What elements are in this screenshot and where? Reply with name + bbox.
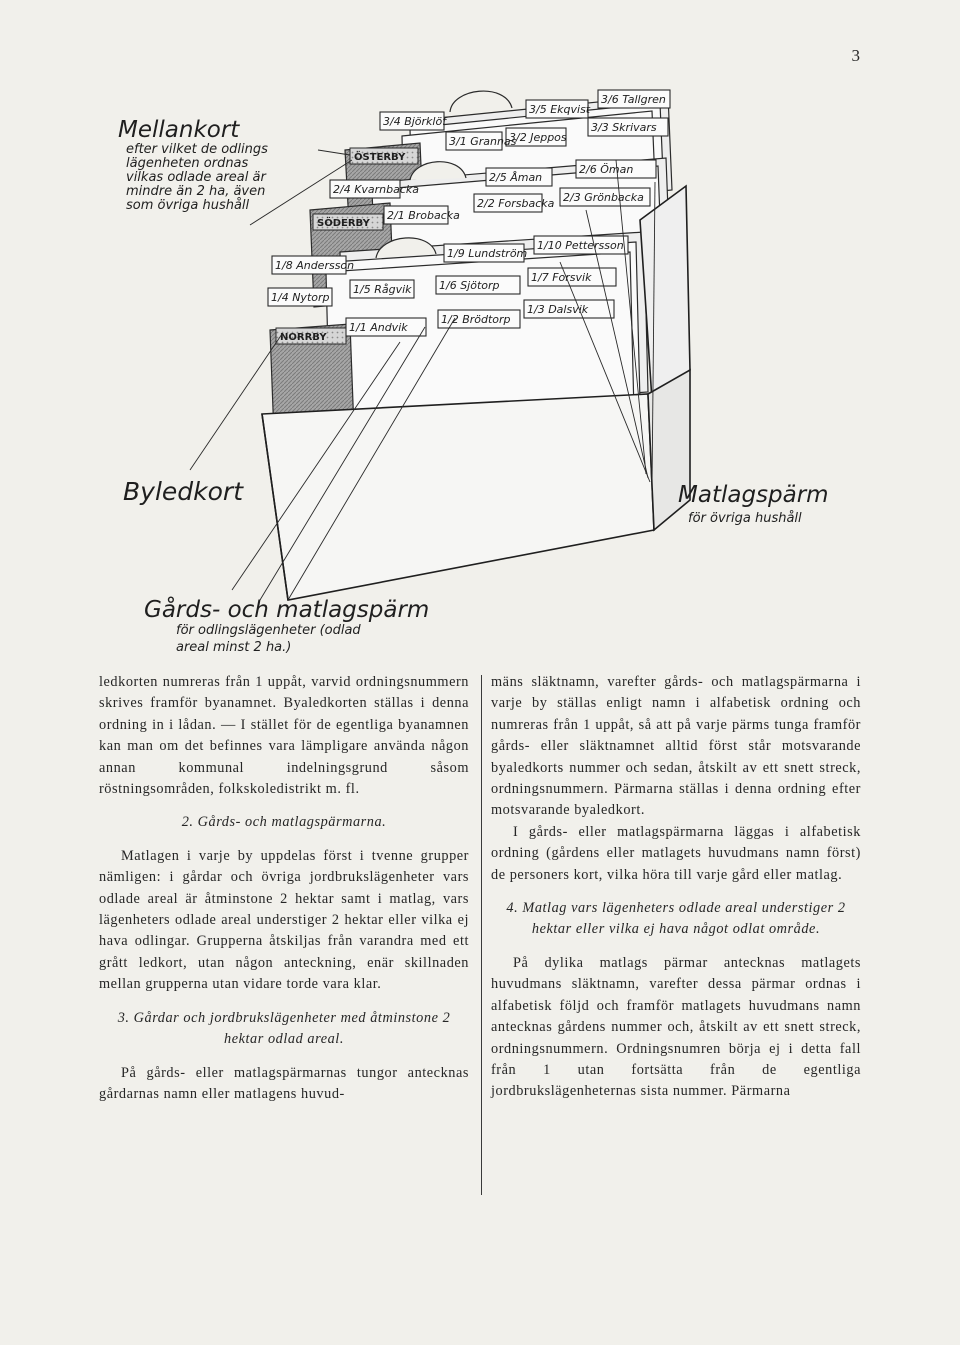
left-text-column bbox=[99, 672, 469, 1105]
callout-mellankort-line1: efter vilket de odlings bbox=[126, 142, 268, 157]
left-paragraph-3: På gårds- eller matlagspärmarnas tungor antecknas gårdarnas namn eller matlagens huvud- bbox=[99, 1064, 469, 1102]
village-card-soderby: SÖDERBY bbox=[317, 218, 370, 229]
section-heading-4: 4. Matlag vars lägenheters odlade areal understiger 2 hektar eller vilka ej hava något odlat område. bbox=[506, 900, 846, 938]
card-index-illustration bbox=[0, 0, 960, 670]
tab-brobacka: 2/1 Brobacka bbox=[387, 209, 460, 222]
tab-skrivars: 3/3 Skrivars bbox=[591, 121, 657, 134]
callout-mellankort-line3: vilkas odlade areal är bbox=[126, 170, 266, 185]
tab-aman: 2/5 Åman bbox=[489, 171, 543, 184]
village-card-norrby: NORRBY bbox=[280, 332, 327, 343]
tab-jeppos: 3/2 Jeppos bbox=[509, 131, 567, 144]
callout-gards-desc-line2: areal minst 2 ha.) bbox=[176, 640, 292, 655]
tab-sjotorp: 1/6 Sjötorp bbox=[439, 279, 500, 292]
callout-mellankort-line5: som övriga hushåll bbox=[126, 198, 250, 213]
callout-byledkort: Byledkort bbox=[123, 477, 243, 506]
tab-dalsvik: 1/3 Dalsvik bbox=[527, 303, 589, 316]
callout-mellankort: Mellankort bbox=[118, 117, 240, 143]
callout-matlagsparm-desc: för övriga hushåll bbox=[688, 511, 802, 526]
tab-oman: 2/6 Öman bbox=[579, 163, 634, 176]
tab-brodtorp: 1/2 Brödtorp bbox=[441, 313, 511, 326]
tab-forsvik: 1/7 Forsvik bbox=[531, 271, 592, 284]
right-paragraph-1: mäns släktnamn, varefter gårds- och matlagspärmarna i varje by ställas enligt namn i alfabetisk ordning och numreras från 1 uppåt, så att på varje pärms tunga framför gårds- eller släktnamnet alltid först står motsvarande byaledkorts nummer och sedan, åtskilt av ett snett streck, ordningsnummern. Pärmarna ställas i denna ordning efter motsvarande byaledkort. bbox=[491, 674, 861, 819]
section-heading-3: 3. Gårdar och jordbrukslägenheter med åtminstone 2 hektar odlad areal. bbox=[117, 1009, 451, 1048]
right-text-column bbox=[491, 672, 861, 1103]
tab-ragvik: 1/5 Rågvik bbox=[353, 283, 412, 296]
tab-kvarnbacka: 2/4 Kvarnbacka bbox=[333, 183, 420, 196]
tab-andvik: 1/1 Andvik bbox=[349, 321, 408, 334]
right-paragraph-3: På dylika matlags pärmar antecknas matlagets huvudmans släktnamn, varefter dessa pärmar ordnas i alfabetisk följd och framför matlagets huvudmans namn antecknas gårdens nummer och, åtskilt av ett snett streck, ordningsnummern. Ordningsnumren börja ej i detta fall från 1 utan fortsätta från de egentliga jordbrukslägenheternas sista nummer. Pärmarna bbox=[491, 954, 861, 1100]
callout-matlagsparm: Matlagspärm bbox=[678, 482, 829, 508]
village-card-osterby: ÖSTERBY bbox=[354, 152, 406, 163]
section-heading-2: 2. Gårds- och matlagspärmarna. bbox=[181, 814, 387, 831]
tab-grannas: 3/1 Grannas bbox=[449, 135, 517, 148]
callout-gards-och-matlagsparm: Gårds- och matlagspärm bbox=[144, 597, 430, 623]
tab-forsbacka: 2/2 Forsbacka bbox=[477, 197, 555, 210]
right-paragraph-2: I gårds- eller matlagspärmarna läggas i alfabetisk ordning (gårdens eller matlagets huvudmans namn först) de personers kort, vilka höra till varje gård eller matlag. bbox=[491, 823, 861, 883]
tab-bjorklof: 3/4 Björklöf bbox=[383, 115, 447, 128]
left-paragraph-1: ledkorten numreras från 1 uppåt, varvid ordningsnummern skrives framför byanamnet. Byaledkorten ställas i denna ordning in i lådan. — I stället för de egentliga byanamnen kan man om det befinnes vara lämpligare använda någon annan kommunal indelningsgrund såsom röstningsområden, folkskoledistrikt m. fl. bbox=[99, 674, 469, 798]
tab-gronbacka: 2/3 Grönbacka bbox=[563, 191, 644, 204]
tab-lundstrom: 1/9 Lundström bbox=[447, 247, 528, 260]
tab-pettersson: 1/10 Pettersson bbox=[537, 239, 624, 252]
callout-gards-desc-line1: för odlingslägenheter (odlad bbox=[176, 623, 361, 638]
column-divider bbox=[481, 675, 482, 1195]
tab-ekqvist: 3/5 Ekqvist bbox=[529, 103, 591, 116]
callout-mellankort-line4: mindre än 2 ha, även bbox=[126, 184, 266, 199]
callout-mellankort-line2: lägenheten ordnas bbox=[126, 156, 249, 171]
page-number: 3 bbox=[851, 46, 860, 65]
tab-tallgren: 3/6 Tallgren bbox=[601, 93, 666, 106]
left-paragraph-2: Matlagen i varje by uppdelas först i tvenne grupper nämligen: i gårdar och övriga jordbrukslägenheter vars odlade areal är åtminstone 2 hektar samt i matlag, vars lägenheters odlade areal understiger 2 hektar eller vilka ej hava odlingar. Grupperna åtskiljas från varandra med ett grått ledkort, utan någon anteckning, enär skillnaden mellan grupperna utan vidare torde vara klar. bbox=[99, 847, 469, 993]
tab-nytorp: 1/4 Nytorp bbox=[271, 291, 330, 304]
tab-andersson: 1/8 Andersson bbox=[275, 259, 355, 272]
card-box-drawing bbox=[0, 0, 960, 670]
